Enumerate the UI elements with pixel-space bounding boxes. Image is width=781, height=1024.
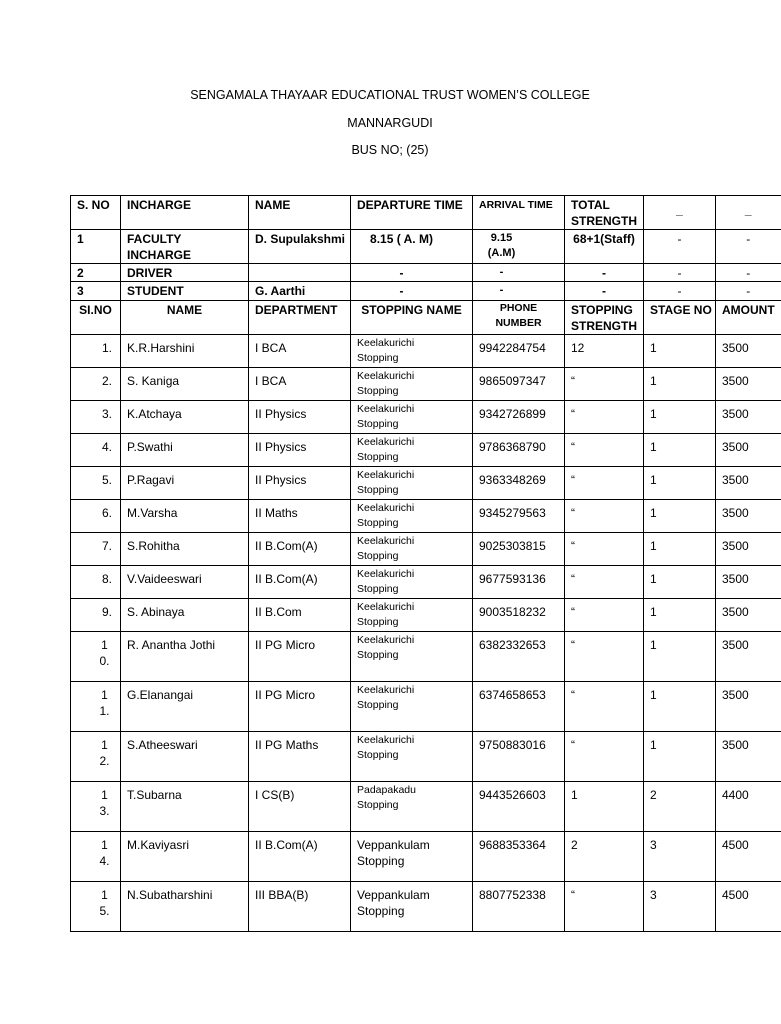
student-name: K.Atchaya — [121, 401, 249, 434]
phone-number: 9865097347 — [473, 368, 565, 401]
bus-roster-table — [70, 195, 781, 932]
amount: 4500 — [716, 882, 781, 932]
table-row — [71, 782, 781, 832]
student-header-cell: PHONE NUMBER — [473, 301, 565, 335]
amount: 3500 — [716, 467, 781, 500]
staff-role: DRIVER — [121, 264, 249, 282]
table-body — [71, 196, 781, 932]
serial-number: 2. — [71, 368, 121, 401]
departure-time: - — [351, 264, 473, 282]
stopping-name: Keelakurichi Stopping — [351, 368, 473, 401]
header-cell: S. NO — [71, 196, 121, 230]
serial-number: 1. — [71, 335, 121, 368]
student-header-cell: STOPPING STRENGTH — [565, 301, 644, 335]
arrival-time: 9.15 (A.M) — [473, 230, 565, 264]
staff-role: FACULTY INCHARGE — [121, 230, 249, 264]
staff-row — [71, 230, 781, 264]
student-header-row — [71, 301, 781, 335]
stage-no: 1 — [644, 335, 716, 368]
student-name: V.Vaideeswari — [121, 566, 249, 599]
table-row — [71, 732, 781, 782]
bus-number: BUS NO; (25) — [351, 143, 429, 157]
phone-number: 9942284754 — [473, 335, 565, 368]
college-city: MANNARGUDI — [347, 116, 433, 130]
serial-number: 12. — [71, 732, 121, 782]
staff-row — [71, 282, 781, 301]
table-row — [71, 401, 781, 434]
student-name: S. Kaniga — [121, 368, 249, 401]
staff-no: 1 — [71, 230, 121, 264]
student-header-cell: NAME — [121, 301, 249, 335]
student-header-cell: SI.NO — [71, 301, 121, 335]
stopping-strength: “ — [565, 533, 644, 566]
table-row — [71, 500, 781, 533]
stopping-strength: “ — [565, 566, 644, 599]
amount: 3500 — [716, 533, 781, 566]
department: II Physics — [249, 467, 351, 500]
student-header-cell: DEPARTMENT — [249, 301, 351, 335]
extra-col-1: - — [644, 264, 716, 282]
student-name: G.Elanangai — [121, 682, 249, 732]
stage-no: 1 — [644, 566, 716, 599]
stopping-name: Keelakurichi Stopping — [351, 599, 473, 632]
stopping-strength: “ — [565, 599, 644, 632]
staff-no: 3 — [71, 282, 121, 301]
stage-no: 1 — [644, 467, 716, 500]
amount: 3500 — [716, 566, 781, 599]
header-cell: ARRIVAL TIME — [473, 196, 565, 230]
header-cell: TOTAL STRENGTH — [565, 196, 644, 230]
extra-col-2: - — [716, 230, 781, 264]
stopping-name: Keelakurichi Stopping — [351, 566, 473, 599]
stage-no: 1 — [644, 401, 716, 434]
serial-number: 15. — [71, 882, 121, 932]
department: II PG Maths — [249, 732, 351, 782]
amount: 3500 — [716, 599, 781, 632]
total-strength: - — [565, 282, 644, 301]
stage-no: 2 — [644, 782, 716, 832]
stopping-name: Keelakurichi Stopping — [351, 401, 473, 434]
staff-no: 2 — [71, 264, 121, 282]
student-name: M.Kaviyasri — [121, 832, 249, 882]
phone-number: 9786368790 — [473, 434, 565, 467]
phone-number: 9443526603 — [473, 782, 565, 832]
arrival-time: - — [473, 264, 565, 282]
stopping-name: Keelakurichi Stopping — [351, 335, 473, 368]
stage-no: 1 — [644, 500, 716, 533]
serial-number: 3. — [71, 401, 121, 434]
phone-number: 9342726899 — [473, 401, 565, 434]
header-cell: INCHARGE — [121, 196, 249, 230]
stopping-strength: “ — [565, 368, 644, 401]
amount: 3500 — [716, 732, 781, 782]
amount: 3500 — [716, 682, 781, 732]
student-name: R. Anantha Jothi — [121, 632, 249, 682]
department: II Physics — [249, 434, 351, 467]
phone-number: 8807752338 — [473, 882, 565, 932]
stage-no: 1 — [644, 682, 716, 732]
staff-name — [249, 264, 351, 282]
department: II Maths — [249, 500, 351, 533]
table-row — [71, 682, 781, 732]
stopping-strength: “ — [565, 632, 644, 682]
table-row — [71, 335, 781, 368]
table-row — [71, 434, 781, 467]
serial-number: 9. — [71, 599, 121, 632]
student-name: P.Swathi — [121, 434, 249, 467]
stopping-name: Keelakurichi Stopping — [351, 533, 473, 566]
stage-no: 3 — [644, 882, 716, 932]
college-title: SENGAMALA THAYAAR EDUCATIONAL TRUST WOMEN’S COLLEGE — [190, 88, 590, 102]
header-cell: DEPARTURE TIME — [351, 196, 473, 230]
department: II B.Com — [249, 599, 351, 632]
serial-number: 6. — [71, 500, 121, 533]
header-cell: _ — [716, 196, 781, 230]
phone-number: 9750883016 — [473, 732, 565, 782]
stopping-strength: “ — [565, 682, 644, 732]
stage-no: 1 — [644, 434, 716, 467]
stopping-strength: “ — [565, 500, 644, 533]
stage-no: 3 — [644, 832, 716, 882]
serial-number: 13. — [71, 782, 121, 832]
stopping-name: Keelakurichi Stopping — [351, 500, 473, 533]
stopping-name: Veppankulam Stopping — [351, 882, 473, 932]
serial-number: 7. — [71, 533, 121, 566]
phone-number: 9025303815 — [473, 533, 565, 566]
stopping-name: Padapakadu Stopping — [351, 782, 473, 832]
student-name: S. Abinaya — [121, 599, 249, 632]
phone-number: 9363348269 — [473, 467, 565, 500]
department: II Physics — [249, 401, 351, 434]
amount: 4400 — [716, 782, 781, 832]
serial-number: 10. — [71, 632, 121, 682]
phone-number: 9677593136 — [473, 566, 565, 599]
student-name: S.Atheeswari — [121, 732, 249, 782]
student-header-cell: STAGE NO — [644, 301, 716, 335]
stopping-strength: “ — [565, 434, 644, 467]
stopping-strength: “ — [565, 401, 644, 434]
stopping-name: Keelakurichi Stopping — [351, 682, 473, 732]
stopping-strength: 12 — [565, 335, 644, 368]
stage-no: 1 — [644, 632, 716, 682]
serial-number: 8. — [71, 566, 121, 599]
total-strength: 68+1(Staff) — [565, 230, 644, 264]
department: I CS(B) — [249, 782, 351, 832]
extra-col-2: - — [716, 264, 781, 282]
department: II B.Com(A) — [249, 566, 351, 599]
serial-number: 5. — [71, 467, 121, 500]
extra-col-1: - — [644, 282, 716, 301]
serial-number: 14. — [71, 832, 121, 882]
amount: 3500 — [716, 500, 781, 533]
amount: 3500 — [716, 368, 781, 401]
stage-no: 1 — [644, 599, 716, 632]
amount: 3500 — [716, 401, 781, 434]
stopping-strength: “ — [565, 732, 644, 782]
header-cell: _ — [644, 196, 716, 230]
staff-role: STUDENT — [121, 282, 249, 301]
stopping-name: Veppankulam Stopping — [351, 832, 473, 882]
department: III BBA(B) — [249, 882, 351, 932]
table-row — [71, 368, 781, 401]
department: I BCA — [249, 368, 351, 401]
staff-row — [71, 264, 781, 282]
stage-no: 1 — [644, 732, 716, 782]
phone-number: 6382332653 — [473, 632, 565, 682]
departure-time: - — [351, 282, 473, 301]
extra-col-2: - — [716, 282, 781, 301]
stopping-name: Keelakurichi Stopping — [351, 732, 473, 782]
staff-name: G. Aarthi — [249, 282, 351, 301]
table-row — [71, 882, 781, 932]
amount: 4500 — [716, 832, 781, 882]
amount: 3500 — [716, 632, 781, 682]
header-cell: NAME — [249, 196, 351, 230]
table-row — [71, 632, 781, 682]
department: II PG Micro — [249, 632, 351, 682]
stopping-strength: 1 — [565, 782, 644, 832]
student-name: T.Subarna — [121, 782, 249, 832]
serial-number: 11. — [71, 682, 121, 732]
department: I BCA — [249, 335, 351, 368]
phone-number: 9688353364 — [473, 832, 565, 882]
phone-number: 9003518232 — [473, 599, 565, 632]
header-row — [71, 196, 781, 230]
stopping-name: Keelakurichi Stopping — [351, 467, 473, 500]
student-name: N.Subatharshini — [121, 882, 249, 932]
amount: 3500 — [716, 335, 781, 368]
student-header-cell: AMOUNT — [716, 301, 781, 335]
phone-number: 9345279563 — [473, 500, 565, 533]
student-header-cell: STOPPING NAME — [351, 301, 473, 335]
table-row — [71, 566, 781, 599]
stage-no: 1 — [644, 368, 716, 401]
student-name: S.Rohitha — [121, 533, 249, 566]
arrival-time: - — [473, 282, 565, 301]
stage-no: 1 — [644, 533, 716, 566]
stopping-strength: “ — [565, 882, 644, 932]
stopping-name: Keelakurichi Stopping — [351, 632, 473, 682]
stopping-strength: 2 — [565, 832, 644, 882]
student-name: P.Ragavi — [121, 467, 249, 500]
extra-col-1: - — [644, 230, 716, 264]
total-strength: - — [565, 264, 644, 282]
table-row — [71, 832, 781, 882]
table-row — [71, 599, 781, 632]
department: II PG Micro — [249, 682, 351, 732]
phone-number: 6374658653 — [473, 682, 565, 732]
table-row — [71, 467, 781, 500]
student-name: M.Varsha — [121, 500, 249, 533]
staff-name: D. Supulakshmi — [249, 230, 351, 264]
stopping-strength: “ — [565, 467, 644, 500]
student-name: K.R.Harshini — [121, 335, 249, 368]
stopping-name: Keelakurichi Stopping — [351, 434, 473, 467]
departure-time: 8.15 ( A. M) — [351, 230, 473, 264]
table-row — [71, 533, 781, 566]
department: II B.Com(A) — [249, 832, 351, 882]
serial-number: 4. — [71, 434, 121, 467]
department: II B.Com(A) — [249, 533, 351, 566]
amount: 3500 — [716, 434, 781, 467]
